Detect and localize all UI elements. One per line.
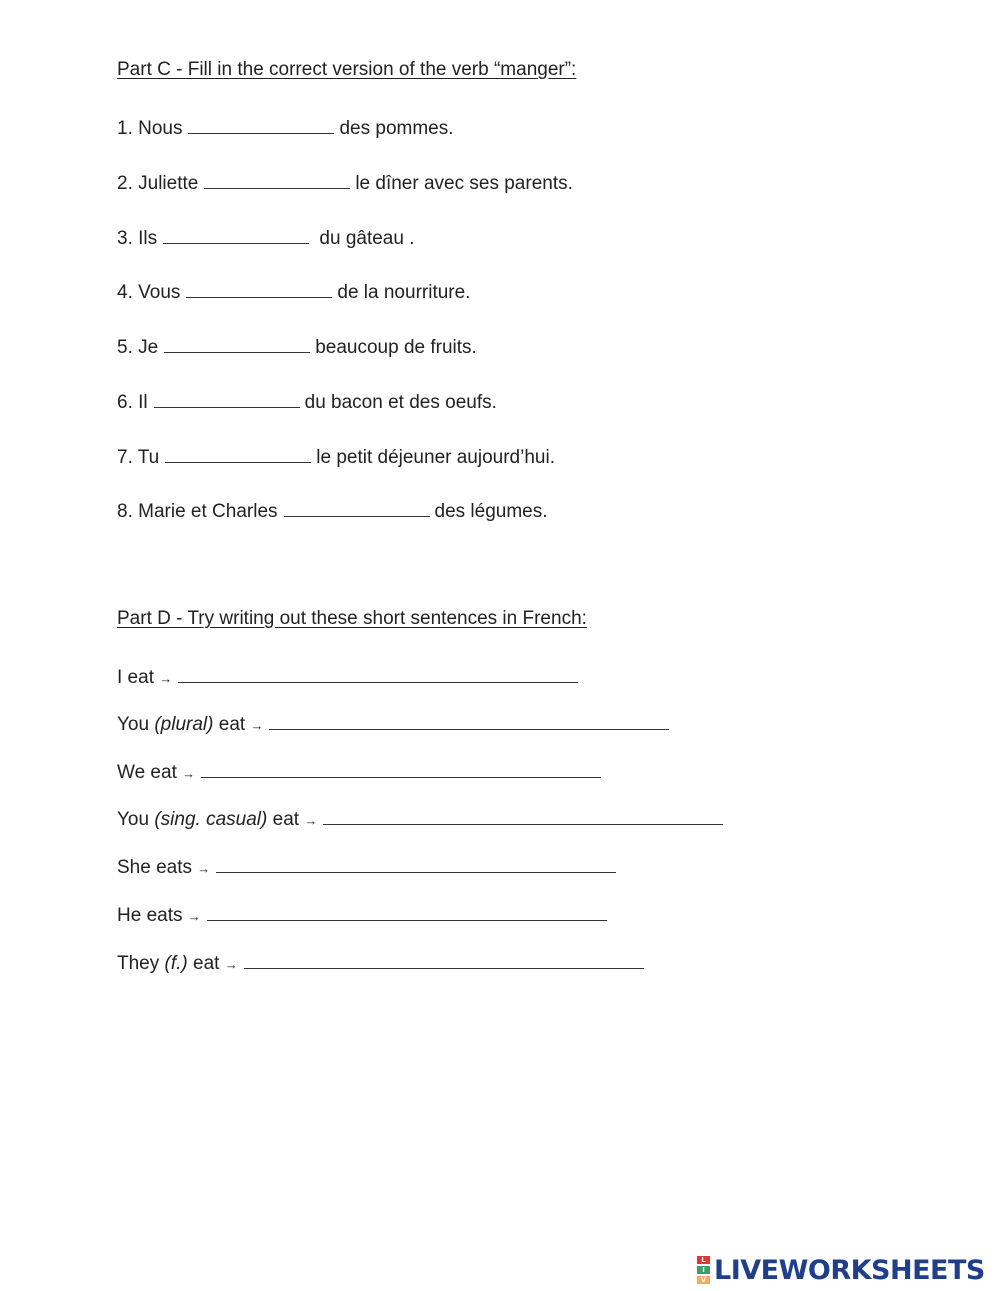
translation-blank-1[interactable] [178,662,578,683]
arrow-icon: → [182,766,196,781]
prompt-text-after: eat [187,953,220,974]
item-prefix: 4. Vous [117,282,181,303]
arrow-icon: → [187,909,201,924]
part-d-heading: Part D - Try writing out these short sentences in French: [117,608,587,629]
answer-blank-3[interactable] [163,223,309,244]
answer-blank-4[interactable] [186,277,332,298]
exercise-item-6 [117,387,497,415]
exercise-item-2 [117,168,573,196]
translation-item-6 [117,900,612,929]
answer-blank-2[interactable] [204,168,350,189]
translation-item-4 [117,804,728,833]
part-c-heading: Part C - Fill in the correct version of the verb “manger”: [117,59,577,80]
translation-blank-3[interactable] [201,757,601,778]
prompt-italic: (f.) [164,953,188,974]
exercise-item-1 [117,113,454,141]
exercise-item-8 [117,496,548,524]
liveworksheets-logo [697,1255,985,1285]
exercise-item-5 [117,332,477,360]
arrow-icon: → [159,671,173,686]
translation-item-2 [117,709,674,738]
item-suffix: beaucoup de fruits. [315,337,477,358]
arrow-icon: → [250,718,264,733]
answer-blank-7[interactable] [165,442,311,463]
item-suffix: de la nourriture. [337,282,471,303]
translation-blank-7[interactable] [244,948,644,969]
item-prefix: 8. Marie et Charles [117,501,278,522]
exercise-item-3 [117,223,415,251]
item-suffix: du bacon et des oeufs. [304,392,497,413]
item-prefix: 2. Juliette [117,173,199,194]
prompt-text: He eats [117,905,183,926]
item-prefix: 5. Je [117,337,159,358]
item-suffix: le petit déjeuner aujourd’hui. [316,447,555,468]
translation-blank-5[interactable] [216,852,616,873]
item-suffix: du gâteau . [314,228,415,249]
translation-blank-2[interactable] [269,709,669,730]
translation-blank-6[interactable] [207,900,607,921]
answer-blank-1[interactable] [188,113,334,134]
translation-item-7 [117,948,649,977]
item-prefix: 7. Tu [117,447,160,468]
translation-blank-4[interactable] [323,804,723,825]
item-prefix: 6. Il [117,392,148,413]
item-prefix: 3. Ils [117,228,158,249]
item-suffix: des légumes. [434,501,548,522]
translation-item-1 [117,662,583,691]
prompt-text: She eats [117,857,192,878]
prompt-text: You [117,809,155,830]
prompt-text: They [117,953,165,974]
answer-blank-6[interactable] [154,387,300,408]
prompt-text: I eat [117,667,154,688]
prompt-text: We eat [117,762,177,783]
exercise-item-7 [117,442,555,470]
arrow-icon: → [224,957,238,972]
prompt-text-after: eat [267,809,300,830]
prompt-text: You [117,714,155,735]
logo-mark-icon: L I V [697,1255,710,1285]
translation-item-3 [117,757,606,786]
answer-blank-5[interactable] [164,332,310,353]
arrow-icon: → [304,813,318,828]
exercise-item-4 [117,277,470,305]
item-suffix: le dîner avec ses parents. [355,173,573,194]
logo-text: LIVEWORKSHEETS [714,1254,985,1286]
prompt-italic: (sing. casual) [154,809,268,830]
prompt-text-after: eat [213,714,246,735]
prompt-italic: (plural) [154,714,214,735]
item-suffix: des pommes. [339,118,454,139]
translation-item-5 [117,852,621,881]
arrow-icon: → [197,861,211,876]
answer-blank-8[interactable] [284,496,430,517]
item-prefix: 1. Nous [117,118,183,139]
